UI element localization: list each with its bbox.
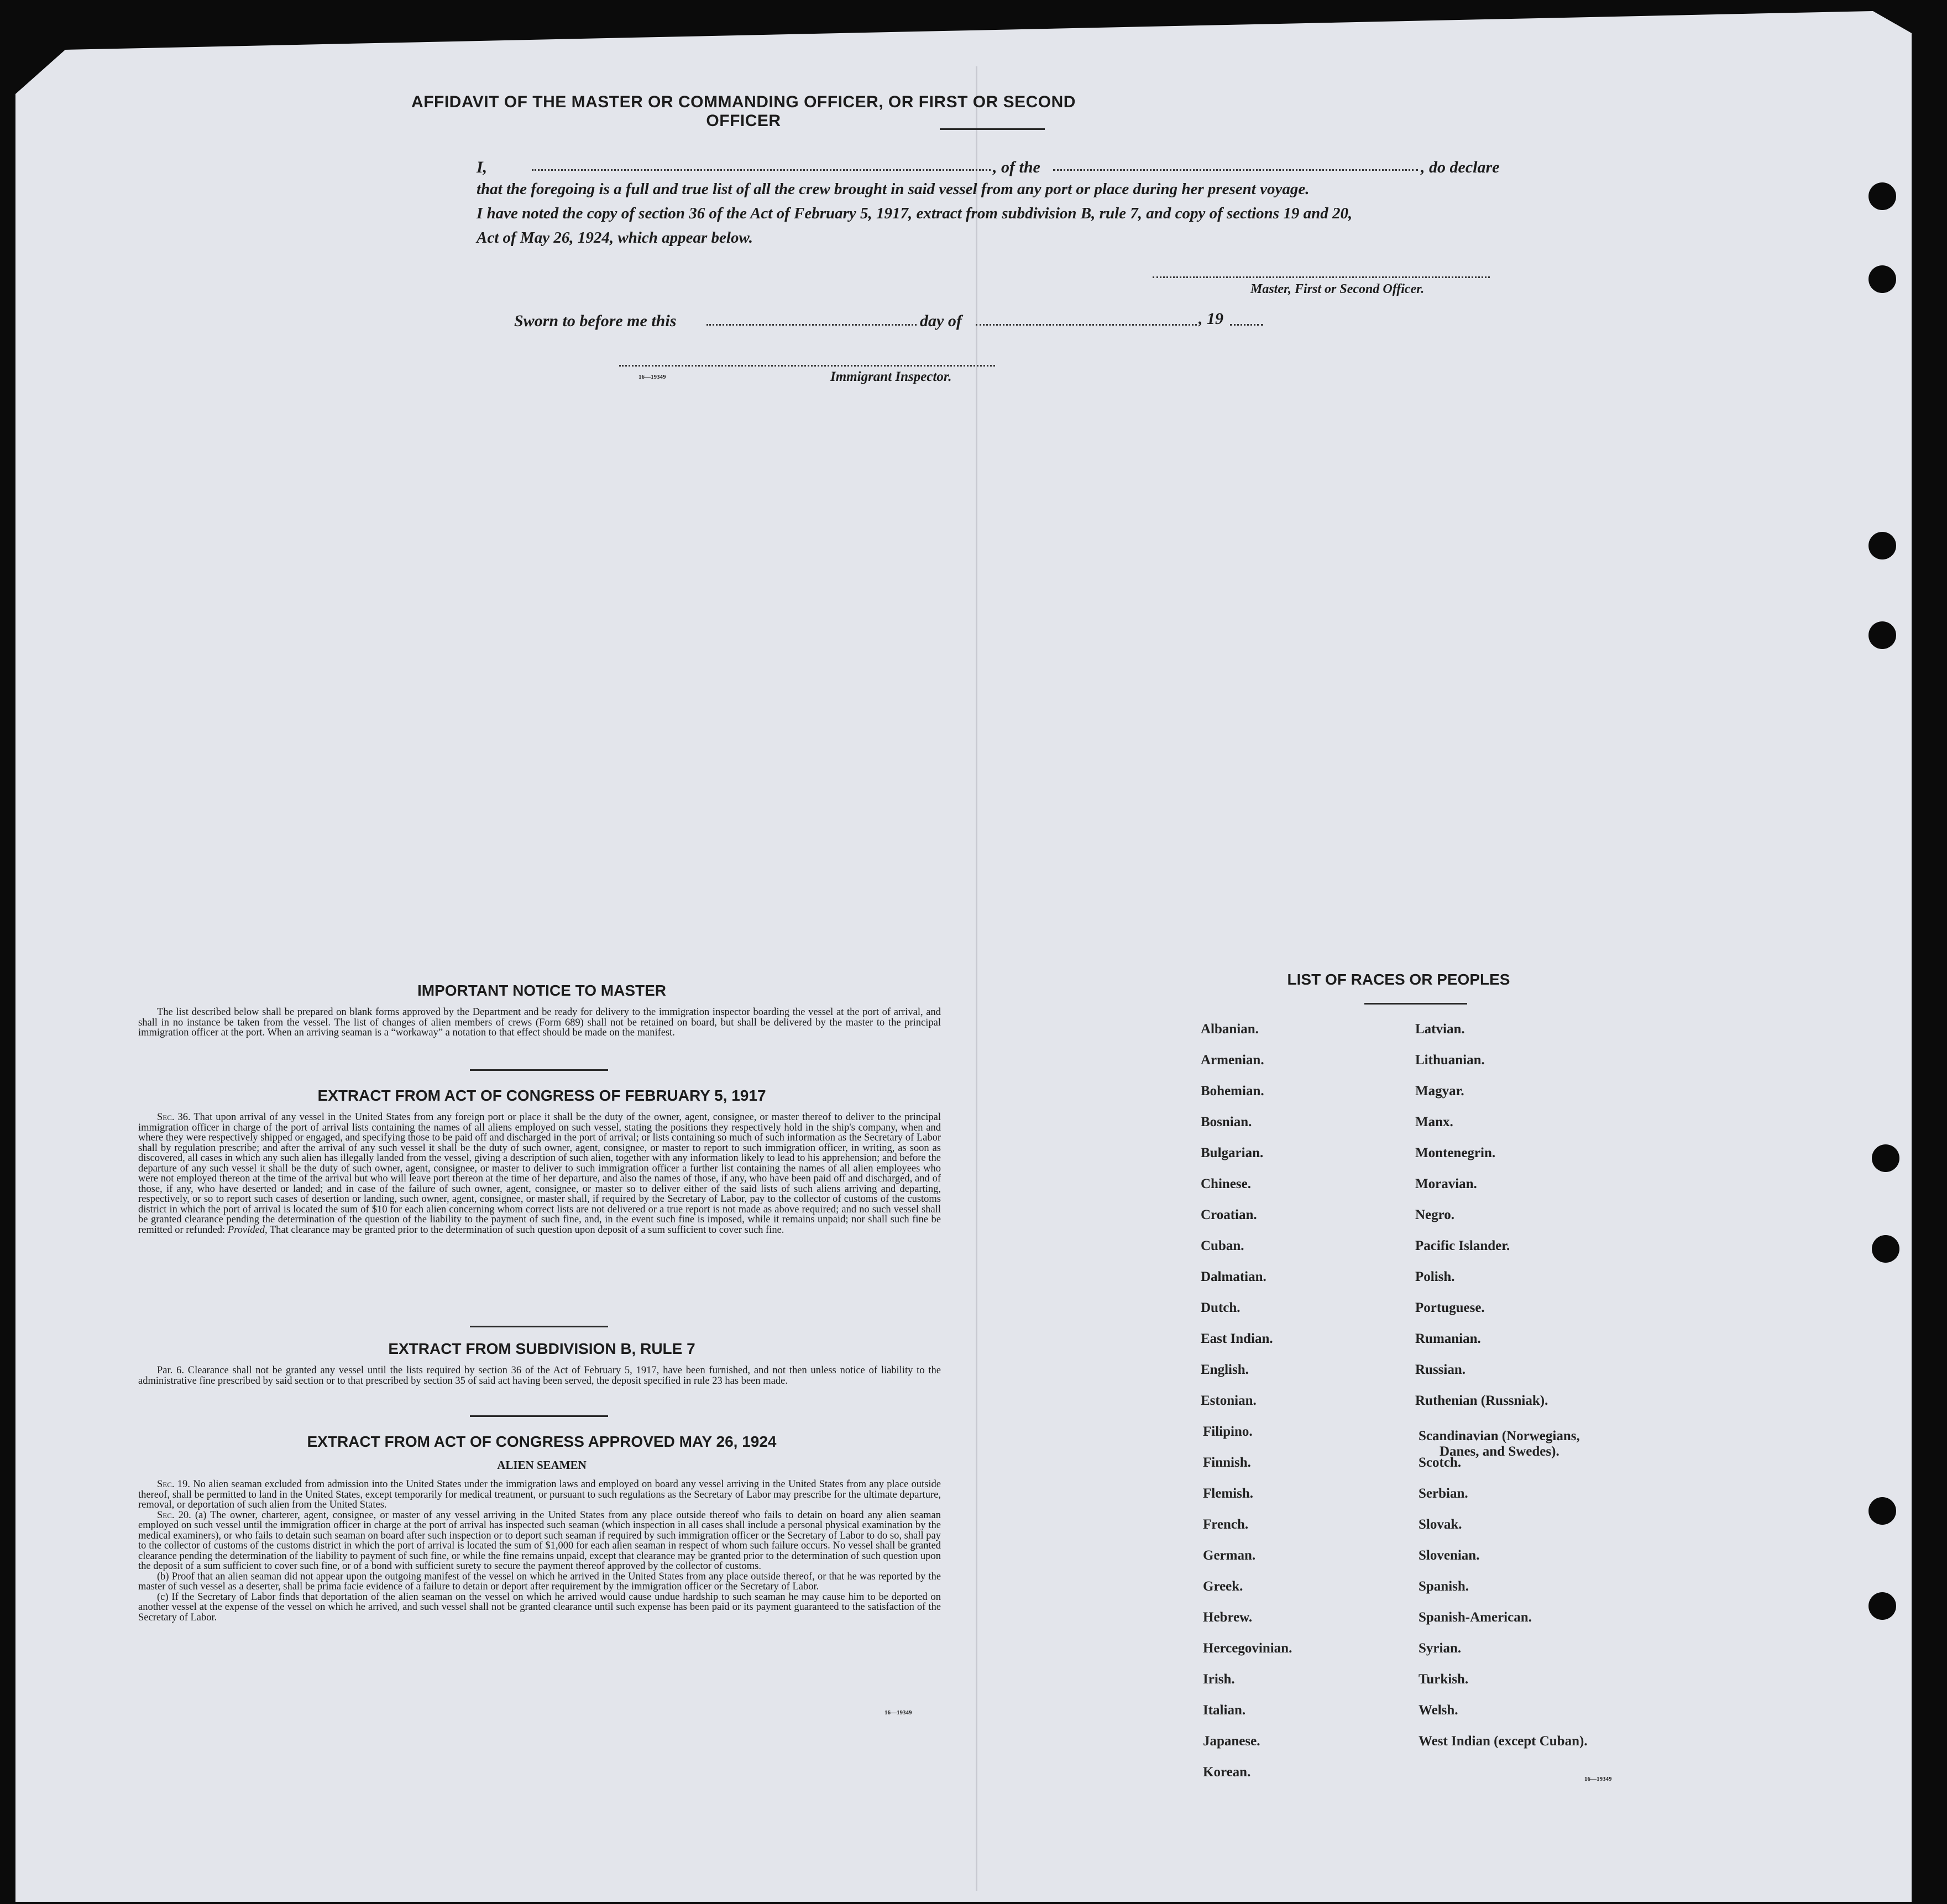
race-item: Latvian. <box>1415 1022 1465 1037</box>
race-item: Rumanian. <box>1415 1331 1481 1346</box>
vessel-name-field[interactable] <box>1053 169 1418 171</box>
race-item: Bohemian. <box>1201 1084 1264 1099</box>
race-item: Irish. <box>1203 1672 1235 1687</box>
race-item: Ruthenian (Russniak). <box>1415 1393 1548 1408</box>
day-of-label: day of <box>920 312 962 330</box>
sec-20-label: Sec. 20. <box>157 1509 191 1521</box>
race-item: Moravian. <box>1415 1176 1477 1191</box>
alien-seamen-subtitle: ALIEN SEAMEN <box>497 1458 587 1472</box>
extract-1917-title: EXTRACT FROM ACT OF CONGRESS OF FEBRUARY 5, 1917 <box>317 1087 766 1104</box>
race-item: East Indian. <box>1201 1331 1273 1346</box>
extract-1924-text <box>138 1479 941 1623</box>
race-item: Spanish. <box>1419 1579 1469 1594</box>
race-item: Welsh. <box>1419 1703 1458 1718</box>
races-form-number: 16—19349 <box>1584 1776 1612 1782</box>
race-item: Serbian. <box>1419 1486 1468 1501</box>
race-item: Scandinavian (Norwegians, <box>1419 1429 1580 1443</box>
race-item: Dalmatian. <box>1201 1269 1266 1284</box>
race-item: Portuguese. <box>1415 1300 1485 1315</box>
race-item: Hebrew. <box>1203 1610 1253 1625</box>
race-item: Armenian. <box>1201 1053 1264 1068</box>
affidavit-title: AFFIDAVIT OF THE MASTER OR COMMANDING OFFICER, OR FIRST OR SECOND OFFICER <box>411 93 1076 130</box>
race-item: Pacific Islander. <box>1415 1238 1510 1253</box>
race-item: English. <box>1201 1362 1249 1377</box>
declarant-name-field[interactable] <box>532 169 991 171</box>
binder-hole <box>1869 621 1896 649</box>
race-item: Flemish. <box>1203 1486 1253 1501</box>
extract-1924-form-number: 16—19349 <box>884 1709 912 1716</box>
race-item: Danes, and Swedes). <box>1440 1444 1559 1459</box>
sec-20c-text: (c) If the Secretary of Labor finds that deportation of the alien seaman on the vessel on which he arrived would cause undue hardship to such seaman he may cause him to be deported on another vessel at the expense of the vessel on which he arrived, and such vessel shall not be granted clearance until such expense has been paid or its payment guaranteed to the satisfaction of the Secretary of Labor. <box>138 1591 941 1623</box>
race-item: Syrian. <box>1419 1641 1462 1656</box>
rule-7-title: EXTRACT FROM SUBDIVISION B, RULE 7 <box>388 1340 695 1357</box>
race-item: Negro. <box>1415 1207 1455 1222</box>
affidavit-line-4: Act of May 26, 1924, which appear below. <box>477 229 753 247</box>
race-item: Lithuanian. <box>1415 1053 1485 1068</box>
rule-7-paragraph: Par. 6. Clearance shall not be granted any vessel until the lists required by section 36 of the Act of February 5, 1917, have been furnished, and not then unless notice of liability to the administrative fine prescribed by said section or to that prescribed by section 35 of said act having been served, the deposit specified in rule 23 has been made. <box>138 1365 941 1387</box>
notice-title: IMPORTANT NOTICE TO MASTER <box>417 982 667 999</box>
provided-label: Provided, <box>227 1224 268 1236</box>
binder-hole <box>1869 1497 1896 1525</box>
year-prefix: , 19 <box>1198 310 1223 328</box>
sec-36-text: That upon arrival of any vessel in the United States from any foreign port or place it shall be the duty of the owner, agent, consignee, or master thereof to deliver to the principal immigration officer in charge of the port of arrival lists containing the names of all aliens employed on such vessel, stating the positions they respectively hold in the ship's company, when and where they were respectively shipped or engaged, and specifying those to be paid off and discharged in the port of arrival; or lists containing so much of such information as the Secretary of Labor shall by regulation prescribe; and after the arrival of any such vessel it shall be the duty of such owner, agent, consignee, or master to report to such immigration officer, in writing, as soon as discovered, all cases in which any such alien has illegally landed from the vessel, giving a description of such alien, together with any information likely to lead to his apprehension; and before the departure of any such vessel it shall be the duty of such owner, agent, consignee, or master to deliver to such immigration officer a further list containing the names of all alien employees who were not employed thereon at the time of the arrival but who will leave port thereon at the time of her departure, and also the names of those, if any, who have been paid off and discharged, and of those, if any, who have deserted or landed; and in case of the failure of such owner, agent, consignee, or master so to deliver either of the said lists of such aliens arriving and departing, respectively, or so to report such cases of desertion or landing, such owner, agent, consignee, or master shall, if required by the Secretary of Labor, pay to the collector of customs of the customs district in which the port of arrival is located the sum of $10 for each alien concerning whom correct lists are not delivered or a true report is not made as above required; and no such vessel shall be granted clearance pending the determination of the question of the liability to the payment of such fine, and, in the event such fine is imposed, while it remains unpaid; nor shall such fine be remitted or refunded: <box>138 1112 941 1236</box>
race-item: Albanian. <box>1201 1022 1259 1037</box>
notice-paragraph: The list described below shall be prepared on blank forms approved by the Department and be ready for delivery to the immigration inspector boarding the vessel at the port of arrival, and shall in no instance be taken from the vessel. The list of changes of alien members of crews (Form 689) shall not be retained on board, but shall be delivered by the master to the principal immigration officer at the port. When an arriving seaman is a “workaway” a notation to that effect should be made on the manifest. <box>138 1007 941 1038</box>
race-item: Finnish. <box>1203 1455 1251 1470</box>
declarant-i: I, <box>477 158 488 176</box>
race-item: Manx. <box>1415 1115 1453 1129</box>
do-declare-label: , do declare <box>1421 158 1500 176</box>
affidavit-form-number: 16—19349 <box>638 374 666 380</box>
of-the-label: , of the <box>993 158 1040 176</box>
race-item: Turkish. <box>1419 1672 1469 1687</box>
title-underline <box>940 128 1045 130</box>
race-item: Magyar. <box>1415 1084 1464 1099</box>
race-item: Croatian. <box>1201 1207 1257 1222</box>
sworn-month-field[interactable] <box>976 324 1197 326</box>
page-fold <box>976 66 977 1891</box>
races-title: LIST OF RACES OR PEOPLES <box>1287 971 1510 988</box>
sec-19-label: Sec. 19. <box>157 1479 190 1490</box>
sworn-year-field[interactable] <box>1230 324 1263 326</box>
sec-36-text-end: That clearance may be granted prior to the determination of such question upon deposit of a sum sufficient to cover such fine. <box>269 1224 784 1236</box>
race-item: Dutch. <box>1201 1300 1241 1315</box>
inspector-label: Immigrant Inspector. <box>830 369 952 384</box>
race-item: Greek. <box>1203 1579 1243 1594</box>
race-item: Hercegovinian. <box>1203 1641 1292 1656</box>
race-item: West Indian (except Cuban). <box>1419 1734 1588 1749</box>
binder-hole <box>1872 1235 1899 1263</box>
master-signature-label: Master, First or Second Officer. <box>1250 282 1425 296</box>
notice-text <box>138 1007 941 1038</box>
binder-hole <box>1869 182 1896 210</box>
race-item: Bulgarian. <box>1201 1145 1264 1160</box>
race-item: Japanese. <box>1203 1734 1260 1749</box>
binder-hole <box>1869 265 1896 293</box>
race-item: Slovenian. <box>1419 1548 1480 1563</box>
race-item: French. <box>1203 1517 1249 1532</box>
affidavit-line-3: I have noted the copy of section 36 of the Act of February 5, 1917, extract from subdivision B, rule 7, and copy of sections 19 and 20, <box>477 205 1353 222</box>
race-item: Chinese. <box>1201 1176 1251 1191</box>
race-item: German. <box>1203 1548 1256 1563</box>
extract-1917-divider <box>470 1326 608 1327</box>
binder-hole <box>1872 1144 1899 1172</box>
race-item: Montenegrin. <box>1415 1145 1496 1160</box>
rule-7-text <box>138 1366 941 1386</box>
race-item: Filipino. <box>1203 1424 1253 1439</box>
race-item: Bosnian. <box>1201 1115 1252 1129</box>
master-signature-field[interactable] <box>1153 276 1490 278</box>
extract-1917-text <box>138 1112 941 1235</box>
sworn-label: Sworn to before me this <box>514 312 677 330</box>
race-item: Italian. <box>1203 1703 1246 1718</box>
race-item: Slovak. <box>1419 1517 1462 1532</box>
sec-20a-text: (a) The owner, charterer, agent, consignee, or master of any vessel arriving in the United States from any place outside thereof who fails to detain on board any alien seaman employed on such vessel until the immigration officer in charge at the port of arrival has inspected such seaman (which inspection in all cases shall include a personal physical examination by the medical examiners), or who fails to detain such seaman on board after such inspection or to deport such seaman if required by such immigration officer or the Secretary of Labor to do so, shall pay to the collector of customs of the customs district in which the port of arrival is located the sum of $1,000 for each alien seaman in respect of whom such failure occurs. No vessel shall be granted clearance pending the determination of the liability to payment of such fine, or while the fine remains unpaid, except that clearance may be granted prior to the determination of such question upon the deposit of a sum sufficient to cover such fine, or of a bond with sufficient surety to secure the payment thereof approved by the collector of customs. <box>138 1509 941 1572</box>
race-item: Scotch. <box>1419 1455 1462 1470</box>
race-item: Russian. <box>1415 1362 1466 1377</box>
affidavit-line-2: that the foregoing is a full and true list of all the crew brought in said vessel from any port or place during her present voyage. <box>477 180 1310 198</box>
sec-36-label: Sec. 36. <box>157 1112 191 1123</box>
rule-7-divider <box>470 1415 608 1417</box>
extract-1924-title: EXTRACT FROM ACT OF CONGRESS APPROVED MAY 26, 1924 <box>307 1433 777 1450</box>
sworn-day-field[interactable] <box>706 324 917 326</box>
inspector-signature-field[interactable] <box>619 365 995 367</box>
sec-20b-text: (b) Proof that an alien seaman did not appear upon the outgoing manifest of the vessel on which he arrived in the United States from any place outside thereof, or that he was reported by the master of such vessel as a deserter, shall be prima facie evidence of a failure to detain or deport after requirement by the immigration officer or the Secretary of Labor. <box>138 1571 941 1592</box>
race-item: Polish. <box>1415 1269 1455 1284</box>
race-item: Spanish-American. <box>1419 1610 1532 1625</box>
races-title-underline <box>1364 1003 1467 1005</box>
sec-19-text: No alien seaman excluded from admission into the United States under the immigration laws and employed on board any vessel arriving in the United States from any place outside thereof, shall be permitted to land in the United States, except temporarily for medical treatment, or pursuant to such regulations as the Secretary of Labor may prescribe for the ultimate departure, removal, or deportation of such alien from the United States. <box>138 1479 941 1510</box>
race-item: Korean. <box>1203 1765 1251 1780</box>
notice-divider <box>470 1069 608 1071</box>
binder-hole <box>1869 532 1896 559</box>
binder-hole <box>1869 1592 1896 1620</box>
race-item: Cuban. <box>1201 1238 1244 1253</box>
race-item: Estonian. <box>1201 1393 1257 1408</box>
